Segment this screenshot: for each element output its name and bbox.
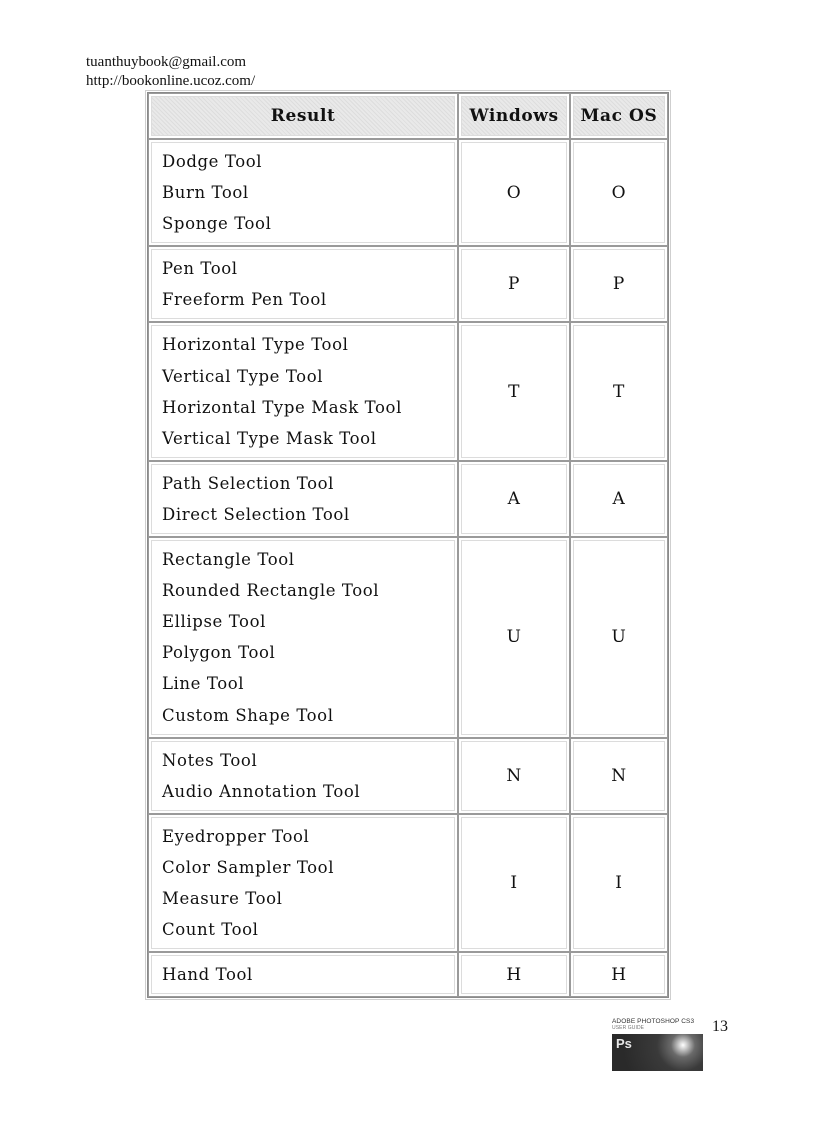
header-email: tuanthuybook@gmail.com [86,54,247,70]
tool-list-cell [148,139,458,246]
column-header-result: Result [148,93,458,139]
tool-name: Burn Tool [162,183,249,203]
tool-list-cell [148,537,458,738]
windows-shortcut: A [458,461,570,537]
table-row [148,139,668,246]
tool-name: Horizontal Type Tool [162,335,349,355]
windows-shortcut: T [458,322,570,460]
mac-shortcut: A [570,461,668,537]
tool-name: Direct Selection Tool [162,504,350,524]
tool-name: Polygon Tool [162,643,276,663]
mac-shortcut: O [570,139,668,246]
tool-name: Eyedropper Tool [162,826,310,846]
tool-name: Count Tool [162,920,259,940]
windows-shortcut: O [458,139,570,246]
table-header-row [148,93,668,139]
tool-name: Horizontal Type Mask Tool [162,397,402,417]
tool-name: Pen Tool [162,259,238,279]
tool-name: Dodge Tool [162,152,263,171]
tool-list-cell [148,814,458,952]
tool-name: Rectangle Tool [162,550,295,570]
mac-shortcut: I [570,814,668,952]
tool-name: Sponge Tool [162,214,272,234]
tool-name: Path Selection Tool [162,473,335,493]
windows-shortcut: I [458,814,570,952]
photoshop-logo [612,1018,703,1070]
mac-shortcut: H [570,952,668,997]
table-row [148,461,668,537]
tool-name: Vertical Type Tool [162,366,324,386]
tool-name: Freeform Pen Tool [162,290,327,310]
tool-name: Measure Tool [162,888,283,908]
tool-list-cell [148,952,458,997]
tool-name: Rounded Rectangle Tool [162,581,380,601]
windows-shortcut: P [458,246,570,322]
logo-image [612,1034,703,1071]
tool-name: Notes Tool [162,750,258,770]
table-row [148,738,668,814]
column-header-mac: Mac OS [570,93,668,139]
shortcut-table [147,92,669,998]
mac-shortcut: P [570,246,668,322]
page-header [86,53,255,91]
tool-list-cell [148,461,458,537]
tool-name: Line Tool [162,674,245,694]
table-body [148,139,668,997]
windows-shortcut: H [458,952,570,997]
tool-name: Audio Annotation Tool [162,781,361,801]
table-row [148,814,668,952]
column-header-windows: Windows [458,93,570,139]
logo-subtitle: USER GUIDE [612,1025,645,1031]
tool-name: Vertical Type Mask Tool [162,428,377,448]
table-row [148,952,668,997]
table-row [148,322,668,460]
windows-shortcut: U [458,537,570,738]
table-row [148,246,668,322]
tool-name: Ellipse Tool [162,612,266,632]
page-number: 13 [712,1018,728,1035]
table-row [148,537,668,738]
windows-shortcut: N [458,738,570,814]
logo-title: ADOBE PHOTOSHOP CS3 [612,1018,695,1025]
mac-shortcut: U [570,537,668,738]
tool-list-cell [148,322,458,460]
mac-shortcut: N [570,738,668,814]
header-url: http://bookonline.ucoz.com/ [86,73,256,89]
tool-name: Custom Shape Tool [162,705,334,725]
tool-list-cell [148,246,458,322]
tool-name: Hand Tool [162,965,253,985]
logo-mark: Ps [616,1036,632,1051]
mac-shortcut: T [570,322,668,460]
tool-list-cell [148,738,458,814]
tool-name: Color Sampler Tool [162,857,335,877]
